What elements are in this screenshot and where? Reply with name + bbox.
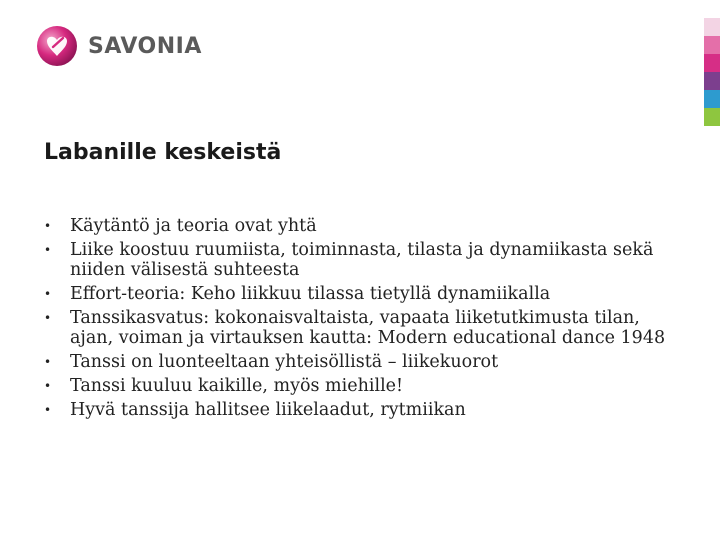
bullet-text: Tanssi kuuluu kaikille, myös miehille! xyxy=(70,376,404,396)
savonia-heart-logo-icon xyxy=(36,25,78,67)
bullet-text: Hyvä tanssija hallitsee liikelaadut, rytmiikan xyxy=(70,400,466,420)
bullet-text: Tanssi on luonteeltaan yhteisöllistä – liikekuorot xyxy=(70,352,499,372)
bullet-item xyxy=(44,240,684,280)
bullet-item xyxy=(44,352,684,372)
bullet-text: Liike koostuu ruumiista, toiminnasta, tilasta ja dynamiikasta sekä niiden välisestä suhteesta xyxy=(70,240,654,280)
color-strip xyxy=(704,0,720,126)
bullet-dot: • xyxy=(44,219,52,233)
color-strip-segment xyxy=(704,90,720,108)
bullet-text: Käytäntö ja teoria ovat yhtä xyxy=(70,216,317,236)
savonia-logo xyxy=(36,24,202,68)
bullet-item xyxy=(44,216,684,236)
bullet-list xyxy=(44,216,684,424)
bullet-item xyxy=(44,308,684,348)
slide-title: Labanille keskeistä xyxy=(44,140,282,165)
color-strip-segment xyxy=(704,18,720,36)
bullet-dot: • xyxy=(44,243,52,257)
bullet-dot: • xyxy=(44,355,52,369)
bullet-item xyxy=(44,284,684,304)
bullet-text: Tanssikasvatus: kokonaisvaltaista, vapaata liiketutkimusta tilan, ajan, voiman ja virtauksen kautta: Modern educational dance 1948 xyxy=(70,308,666,348)
bullet-text: Effort-teoria: Keho liikkuu tilassa tietyllä dynamiikalla xyxy=(70,284,551,304)
color-strip-segment xyxy=(704,0,720,18)
bullet-item xyxy=(44,376,684,396)
bullet-dot: • xyxy=(44,403,52,417)
bullet-dot: • xyxy=(44,287,52,301)
color-strip-segment xyxy=(704,72,720,90)
bullet-dot: • xyxy=(44,379,52,393)
bullet-item xyxy=(44,400,684,420)
bullet-dot: • xyxy=(44,311,52,325)
logo-text: SAVONIA xyxy=(88,33,202,59)
color-strip-segment xyxy=(704,54,720,72)
color-strip-segment xyxy=(704,36,720,54)
color-strip-segment xyxy=(704,108,720,126)
